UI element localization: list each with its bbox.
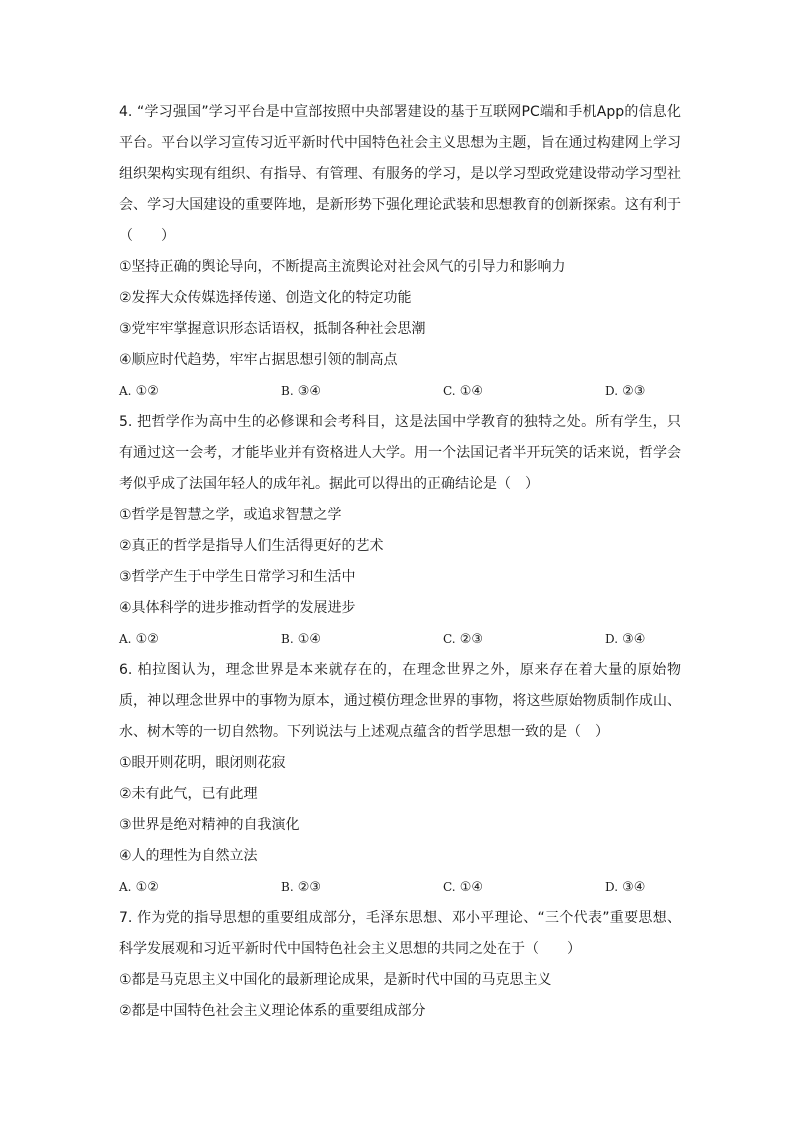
answer-options [119,376,681,407]
option-text: ①② [135,880,159,895]
option-text: ③④ [297,384,322,399]
option-c[interactable] [443,624,483,655]
option-text: ③④ [622,880,646,895]
option-letter: D. [605,880,619,894]
question-stem: 6. 柏拉图认为，理念世界是本来就存在的，在理念世界之外，原来存在着大量的原始物质，神以理念世界中的事物为原本，通过模仿理念世界的事物，将这些原始物质制作成山、水、树木等的一切自然物。下列说法与上述观点蕴含的哲学思想一致的是（ ） [119,662,681,740]
statement-4: ④人的理性为自然立法 [119,848,258,864]
option-text: ②③ [622,384,646,399]
statement-2: ②未有此气，已有此理 [119,786,258,802]
option-letter: D. [605,384,619,398]
option-text: ①④ [459,880,484,895]
statement-3: ③党牢牢掌握意识形态话语权，抵制各种社会思潮 [119,321,426,337]
statement-1: ①都是马克思主义中国化的最新理论成果，是新时代中国的马克思主义 [119,972,552,988]
option-letter: B. [281,880,294,894]
option-letter: C. [443,384,456,398]
question-6 [119,655,681,903]
question-list [119,97,681,1027]
option-text: ①④ [297,632,322,647]
option-a[interactable] [119,624,159,655]
option-b[interactable] [281,872,321,903]
answer-options [119,872,681,903]
question-stem: 7. 作为党的指导思想的重要组成部分，毛泽东思想、邓小平理论、“三个代表”重要思想、科学发展观和习近平新时代中国特色社会主义思想的共同之处在于（ ） [119,910,681,957]
option-letter: B. [281,384,294,398]
question-stem: 4. “学习强国”学习平台是中宣部按照中央部署建设的基于互联网PC端和手机App的信息化平台。平台以学习宣传习近平新时代中国特色社会主义思想为主题，旨在通过构建网上学习组织架构实现有组织、有指导、有管理、有服务的学习，是以学习型政党建设带动学习型社会、学习大国建设的重要阵地，是新形势下强化理论武装和思想教育的创新探索。这有利于（ ） [119,104,681,244]
question-4 [119,97,681,407]
option-text: ①④ [459,384,484,399]
statement-4: ④顺应时代趋势，牢牢占据思想引领的制高点 [119,352,398,368]
statement-1: ①坚持正确的舆论导向，不断提高主流舆论对社会风气的引导力和影响力 [119,259,566,275]
option-letter: A. [119,384,132,398]
answer-options [119,624,681,655]
statement-2: ②都是中国特色社会主义理论体系的重要组成部分 [119,1003,426,1019]
option-b[interactable] [281,376,321,407]
option-text: ③④ [622,632,646,647]
option-text: ②③ [459,632,484,647]
option-a[interactable] [119,872,159,903]
option-a[interactable] [119,376,159,407]
option-text: ①② [135,384,159,399]
option-text: ②③ [297,880,322,895]
option-d[interactable] [605,872,645,903]
option-letter: B. [281,632,294,646]
option-letter: C. [443,880,456,894]
question-stem: 5. 把哲学作为高中生的必修课和会考科目，这是法国中学教育的独特之处。所有学生，只有通过这一会考，才能毕业并有资格进人大学。用一个法国记者半开玩笑的话来说，哲学会考似乎成了法国年轻人的成年礼。据此可以得出的正确结论是（ ） [119,414,681,492]
statement-2: ②发挥大众传媒选择传递、创造文化的特定功能 [119,290,412,306]
option-c[interactable] [443,872,483,903]
statement-3: ③世界是绝对精神的自我演化 [119,817,300,833]
option-d[interactable] [605,376,645,407]
option-c[interactable] [443,376,483,407]
statement-3: ③哲学产生于中学生日常学习和生活中 [119,569,356,585]
option-letter: D. [605,632,619,646]
option-letter: A. [119,632,132,646]
question-7 [119,903,681,1027]
question-5 [119,407,681,655]
option-letter: C. [443,632,456,646]
option-letter: A. [119,880,132,894]
statement-4: ④具体科学的进步推动哲学的发展进步 [119,600,356,616]
option-b[interactable] [281,624,321,655]
statement-2: ②真正的哲学是指导人们生活得更好的艺术 [119,538,384,554]
option-d[interactable] [605,624,645,655]
statement-1: ①哲学是智慧之学，或追求智慧之学 [119,507,342,523]
statement-1: ①眼开则花明，眼闭则花寂 [119,755,286,771]
option-text: ①② [135,632,159,647]
